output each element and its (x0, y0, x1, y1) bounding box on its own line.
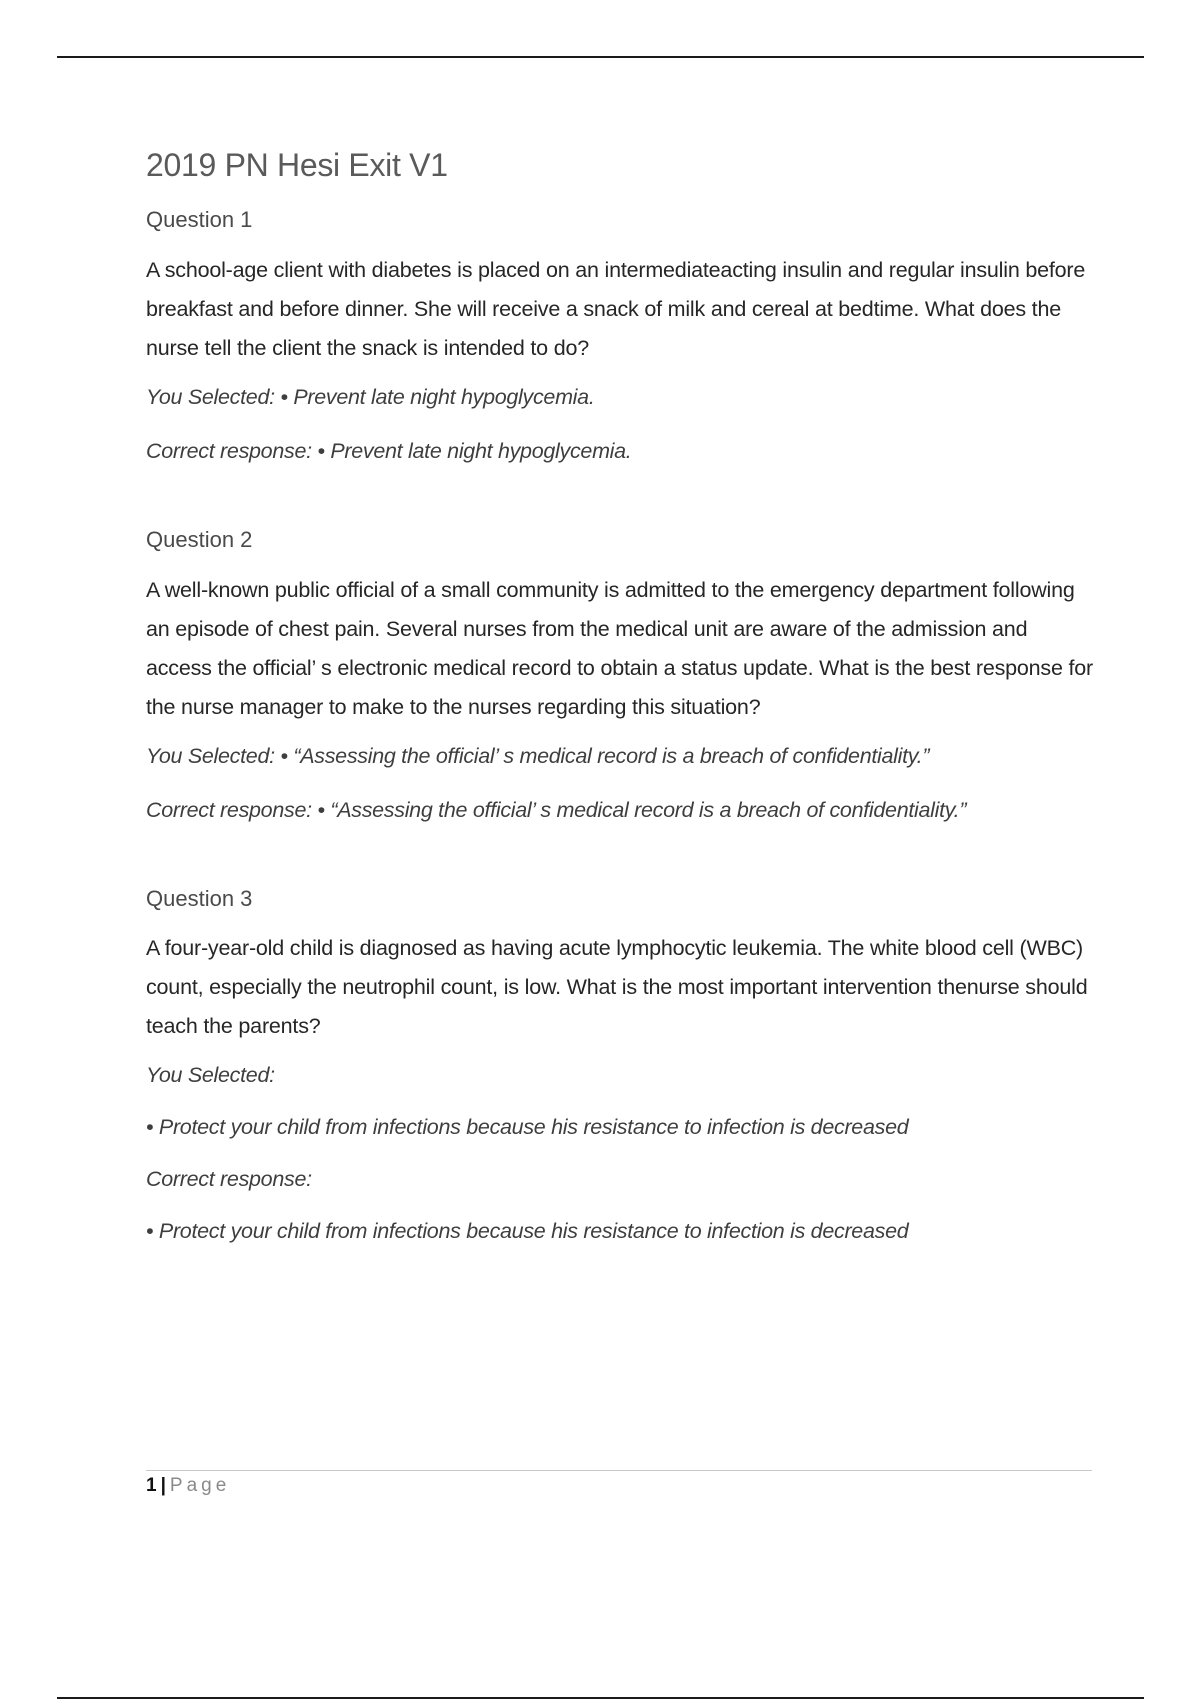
correct-response-answer: Correct response: • “Assessing the official’ s medical record is a breach of confidentiality.” (146, 797, 967, 822)
page-number: 1 (146, 1475, 157, 1496)
question-text: A school-age client with diabetes is placed on an intermediateacting insulin and regular insulin before breakfast and before dinner. She will receive a snack of milk and cereal at bedtime. What does the nurse tell the client the snack is intended to do? (146, 257, 1086, 360)
document-body (146, 146, 1096, 1246)
you-selected-answer: You Selected: • “Assessing the official’ s medical record is a breach of confidentiality.” (146, 743, 930, 768)
question-3 (146, 885, 1096, 1247)
document-title: 2019 PN Hesi Exit V1 (146, 147, 448, 183)
correct-response-answer: • Protect your child from infections because his resistance to infection is decreased (146, 1219, 909, 1244)
question-text: A four-year-old child is diagnosed as having acute lymphocytic leukemia. The white blood cell (WBC) count, especially the neutrophil count, is low. What is the most important intervention thenurse should teach the parents? (146, 936, 1088, 1039)
correct-response-answer: Correct response: • Prevent late night hypoglycemia. (146, 438, 632, 463)
question-1 (146, 206, 1096, 466)
correct-response-label: Correct response: (146, 1167, 312, 1192)
page-footer (146, 1470, 1092, 1497)
question-text: A well-known public official of a small community is admitted to the emergency department following an episode of chest pain. Several nurses from the medical unit are aware of the admission and access the official’ s electronic medical record to obtain a status update. What is the best response for the nurse manager to make to the nurses regarding this situation? (146, 577, 1094, 719)
you-selected-answer: You Selected: • Prevent late night hypoglycemia. (146, 384, 595, 409)
you-selected-label: You Selected: (146, 1063, 275, 1088)
question-2 (146, 526, 1096, 825)
question-heading: Question 1 (146, 207, 253, 233)
footer-rule (57, 1697, 1144, 1699)
header-rule (57, 56, 1144, 58)
footer-separator: | (160, 1475, 166, 1496)
question-heading: Question 3 (146, 885, 253, 911)
you-selected-answer: • Protect your child from infections because his resistance to infection is decreased (146, 1115, 909, 1140)
page-label: Page (169, 1475, 231, 1496)
question-heading: Question 2 (146, 526, 253, 552)
